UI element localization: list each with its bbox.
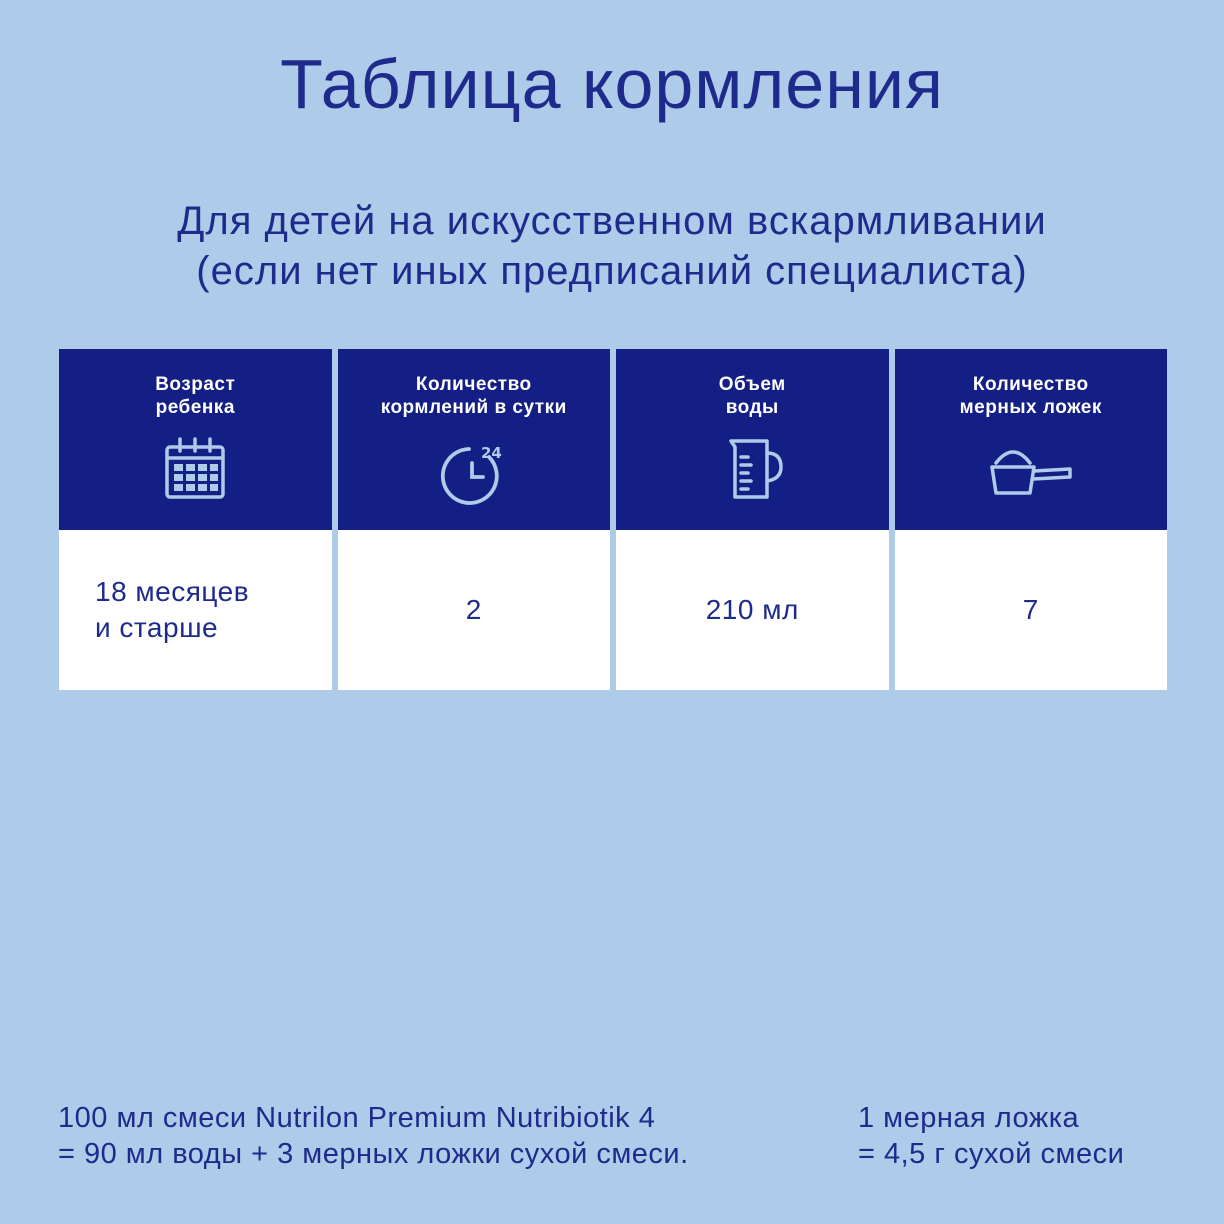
column-age (59, 349, 332, 690)
calendar-icon (160, 435, 230, 505)
column-scoops (895, 349, 1168, 690)
subtitle-line-1: Для детей на искусственном вскармливании (177, 199, 1047, 243)
column-water (616, 349, 889, 690)
page-subtitle (0, 196, 1224, 296)
column-header-age (59, 349, 332, 530)
column-header-scoops (895, 349, 1168, 530)
cell-feedings: 2 (338, 530, 611, 690)
feeding-table (59, 349, 1167, 690)
footer-note-mixture: 100 мл смеси Nutrilon Premium Nutribiotik 4 = 90 мл воды + 3 мерных ложки сухой смеси. (58, 1102, 689, 1170)
header-label-water: Объем воды (718, 374, 786, 418)
cell-water: 210 мл (616, 530, 889, 690)
header-label-scoops: Количество мерных ложек (959, 374, 1102, 418)
cell-age: 18 месяцев и старше (59, 530, 332, 690)
subtitle-line-2: (если нет иных предписаний специалиста) (196, 249, 1028, 293)
header-label-feedings: Количество кормлений в сутки (380, 374, 567, 418)
footer-note-scoop: 1 мерная ложка = 4,5 г сухой смеси (858, 1102, 1125, 1170)
measuring-jug-icon (717, 435, 787, 505)
measuring-scoop-icon (986, 435, 1076, 505)
page-title: Таблица кормления (280, 45, 944, 123)
svg-text:24: 24 (480, 444, 502, 462)
cell-scoops: 7 (895, 530, 1168, 690)
header-label-age: Возраст ребенка (155, 374, 236, 418)
clock-24-icon (439, 435, 509, 505)
column-feedings (338, 349, 611, 690)
column-header-feedings (338, 349, 611, 530)
column-header-water (616, 349, 889, 530)
